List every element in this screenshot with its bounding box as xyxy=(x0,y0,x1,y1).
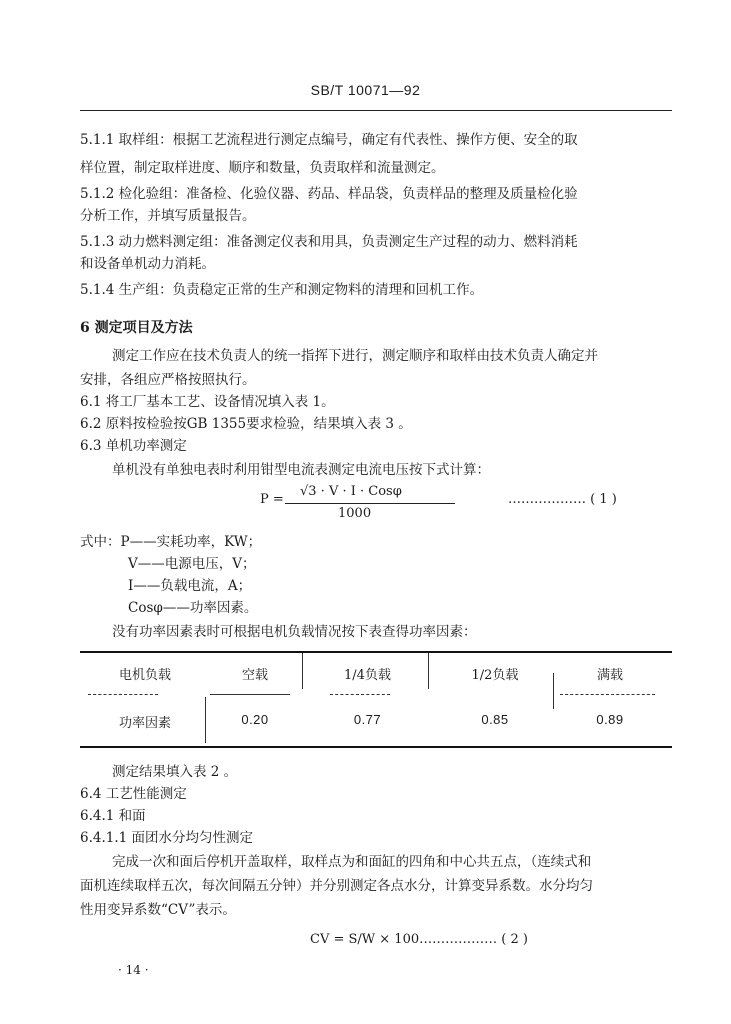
page-number: · 14 · xyxy=(118,963,149,977)
para-6-intro: 测定工作应在技术负责人的统一指挥下进行，测定顺序和取样由技术负责人确定并 xyxy=(112,348,598,364)
para-6-4-1-1-desc-cont: 面机连续取样五次，每次间隔五分钟）并分别测定各点水分，计算变异系数。水分均匀 xyxy=(80,878,593,894)
table-mid-rule-3 xyxy=(330,694,390,695)
para-6-3-desc: 单机没有单独电表时利用钳型电流表测定电流电压按下式计算： xyxy=(112,462,490,478)
formula-2: CV = S/W × 100……………… ( 2 ) xyxy=(310,932,528,947)
page-header: SB/T 10071—92 xyxy=(310,82,421,98)
table-header-no-load: 空载 xyxy=(241,668,268,683)
formula-1-denominator: 1000 xyxy=(338,506,372,521)
formula-1-number: ……………… ( 1 ) xyxy=(508,492,617,507)
section-6-heading: 6 测定项目及方法 xyxy=(80,320,193,336)
para-5-1-2: 5.1.2 检化验组：准备检、化验仪器、药品、样品袋，负责样品的整理及质量检化验 xyxy=(80,186,578,202)
where-i: I——负载电流，A； xyxy=(128,578,252,594)
para-5-1-3: 5.1.3 动力燃料测定组：准备测定仪表和用具，负责测定生产过程的动力、燃料消耗 xyxy=(80,234,578,250)
table-header-load: 电机负载 xyxy=(118,668,171,683)
table-header-quarter-load: 1/4负载 xyxy=(344,668,391,683)
table-cell-no-load: 0.20 xyxy=(241,712,269,727)
formula-1-fraction-line xyxy=(285,503,455,504)
para-5-1-1: 5.1.1 取样组：根据工艺流程进行测定点编号，确定有代表性、操作方便、安全的取 xyxy=(80,132,578,148)
formula-1-lhs: P = xyxy=(260,492,284,507)
table-header-half-load: 1/2负载 xyxy=(471,668,519,683)
table-row-label: 功率因素 xyxy=(118,716,171,731)
para-6-4-1-1-desc-end: 性用变异系数“CV”表示。 xyxy=(80,902,236,918)
para-6-1: 6.1 将工厂基本工艺、设备情况填入表 1。 xyxy=(80,394,335,410)
table-cell-half-load: 0.85 xyxy=(481,712,509,727)
table-cell-full-load: 0.89 xyxy=(596,712,624,727)
table-bottom-rule xyxy=(80,746,672,748)
where-v: V——电源电压，V； xyxy=(128,556,256,572)
para-6-4-1-1-desc: 完成一次和面后停机开盖取样，取样点为和面缸的四角和中心共五点，（连续式和 xyxy=(112,854,592,870)
table-mid-rule-1 xyxy=(88,694,158,695)
para-6-4-1: 6.4.1 和面 xyxy=(80,808,146,824)
table-top-rule xyxy=(80,651,672,653)
para-5-1-4: 5.1.4 生产组：负责稳定正常的生产和测定物料的清理和回机工作。 xyxy=(80,282,484,298)
table-cell-quarter-load: 0.77 xyxy=(353,712,382,727)
table-header-full-load: 满载 xyxy=(596,668,623,683)
table-vline-3 xyxy=(553,673,554,709)
table-mid-rule-2 xyxy=(210,694,290,695)
formula-1-numerator: √3 · V · I · Cosφ xyxy=(300,484,402,499)
table-vline-1 xyxy=(302,653,303,689)
para-5-1-3-cont: 和设备单机动力消耗。 xyxy=(80,256,215,272)
para-6-3: 6.3 单机功率测定 xyxy=(80,438,187,454)
para-6-4-1-1: 6.4.1.1 面团水分均匀性测定 xyxy=(80,830,254,846)
table-mid-rule-4 xyxy=(560,694,655,695)
where-p: 式中：P——实耗功率，KW； xyxy=(80,534,262,550)
para-after-table: 测定结果填入表 2 。 xyxy=(112,764,238,780)
para-5-1-2-cont: 分析工作，并填写质量报告。 xyxy=(80,208,256,224)
para-6-intro-cont: 安排，各组应严格按照执行。 xyxy=(80,372,256,388)
table-vline-2 xyxy=(428,653,429,689)
table-vline-4 xyxy=(205,697,206,743)
para-5-1-1-cont: 样位置，制定取样进度、顺序和数量，负责取样和流量测定。 xyxy=(80,160,445,176)
where-cos: Cosφ——功率因素。 xyxy=(128,600,258,616)
para-6-2: 6.2 原料按检验按GB 1355要求检验，结果填入表 3 。 xyxy=(80,416,412,432)
header-rule xyxy=(80,110,672,111)
para-6-4: 6.4 工艺性能测定 xyxy=(80,786,187,802)
para-6-3-table-intro: 没有功率因素表时可根据电机负载情况按下表查得功率因素： xyxy=(112,624,477,640)
